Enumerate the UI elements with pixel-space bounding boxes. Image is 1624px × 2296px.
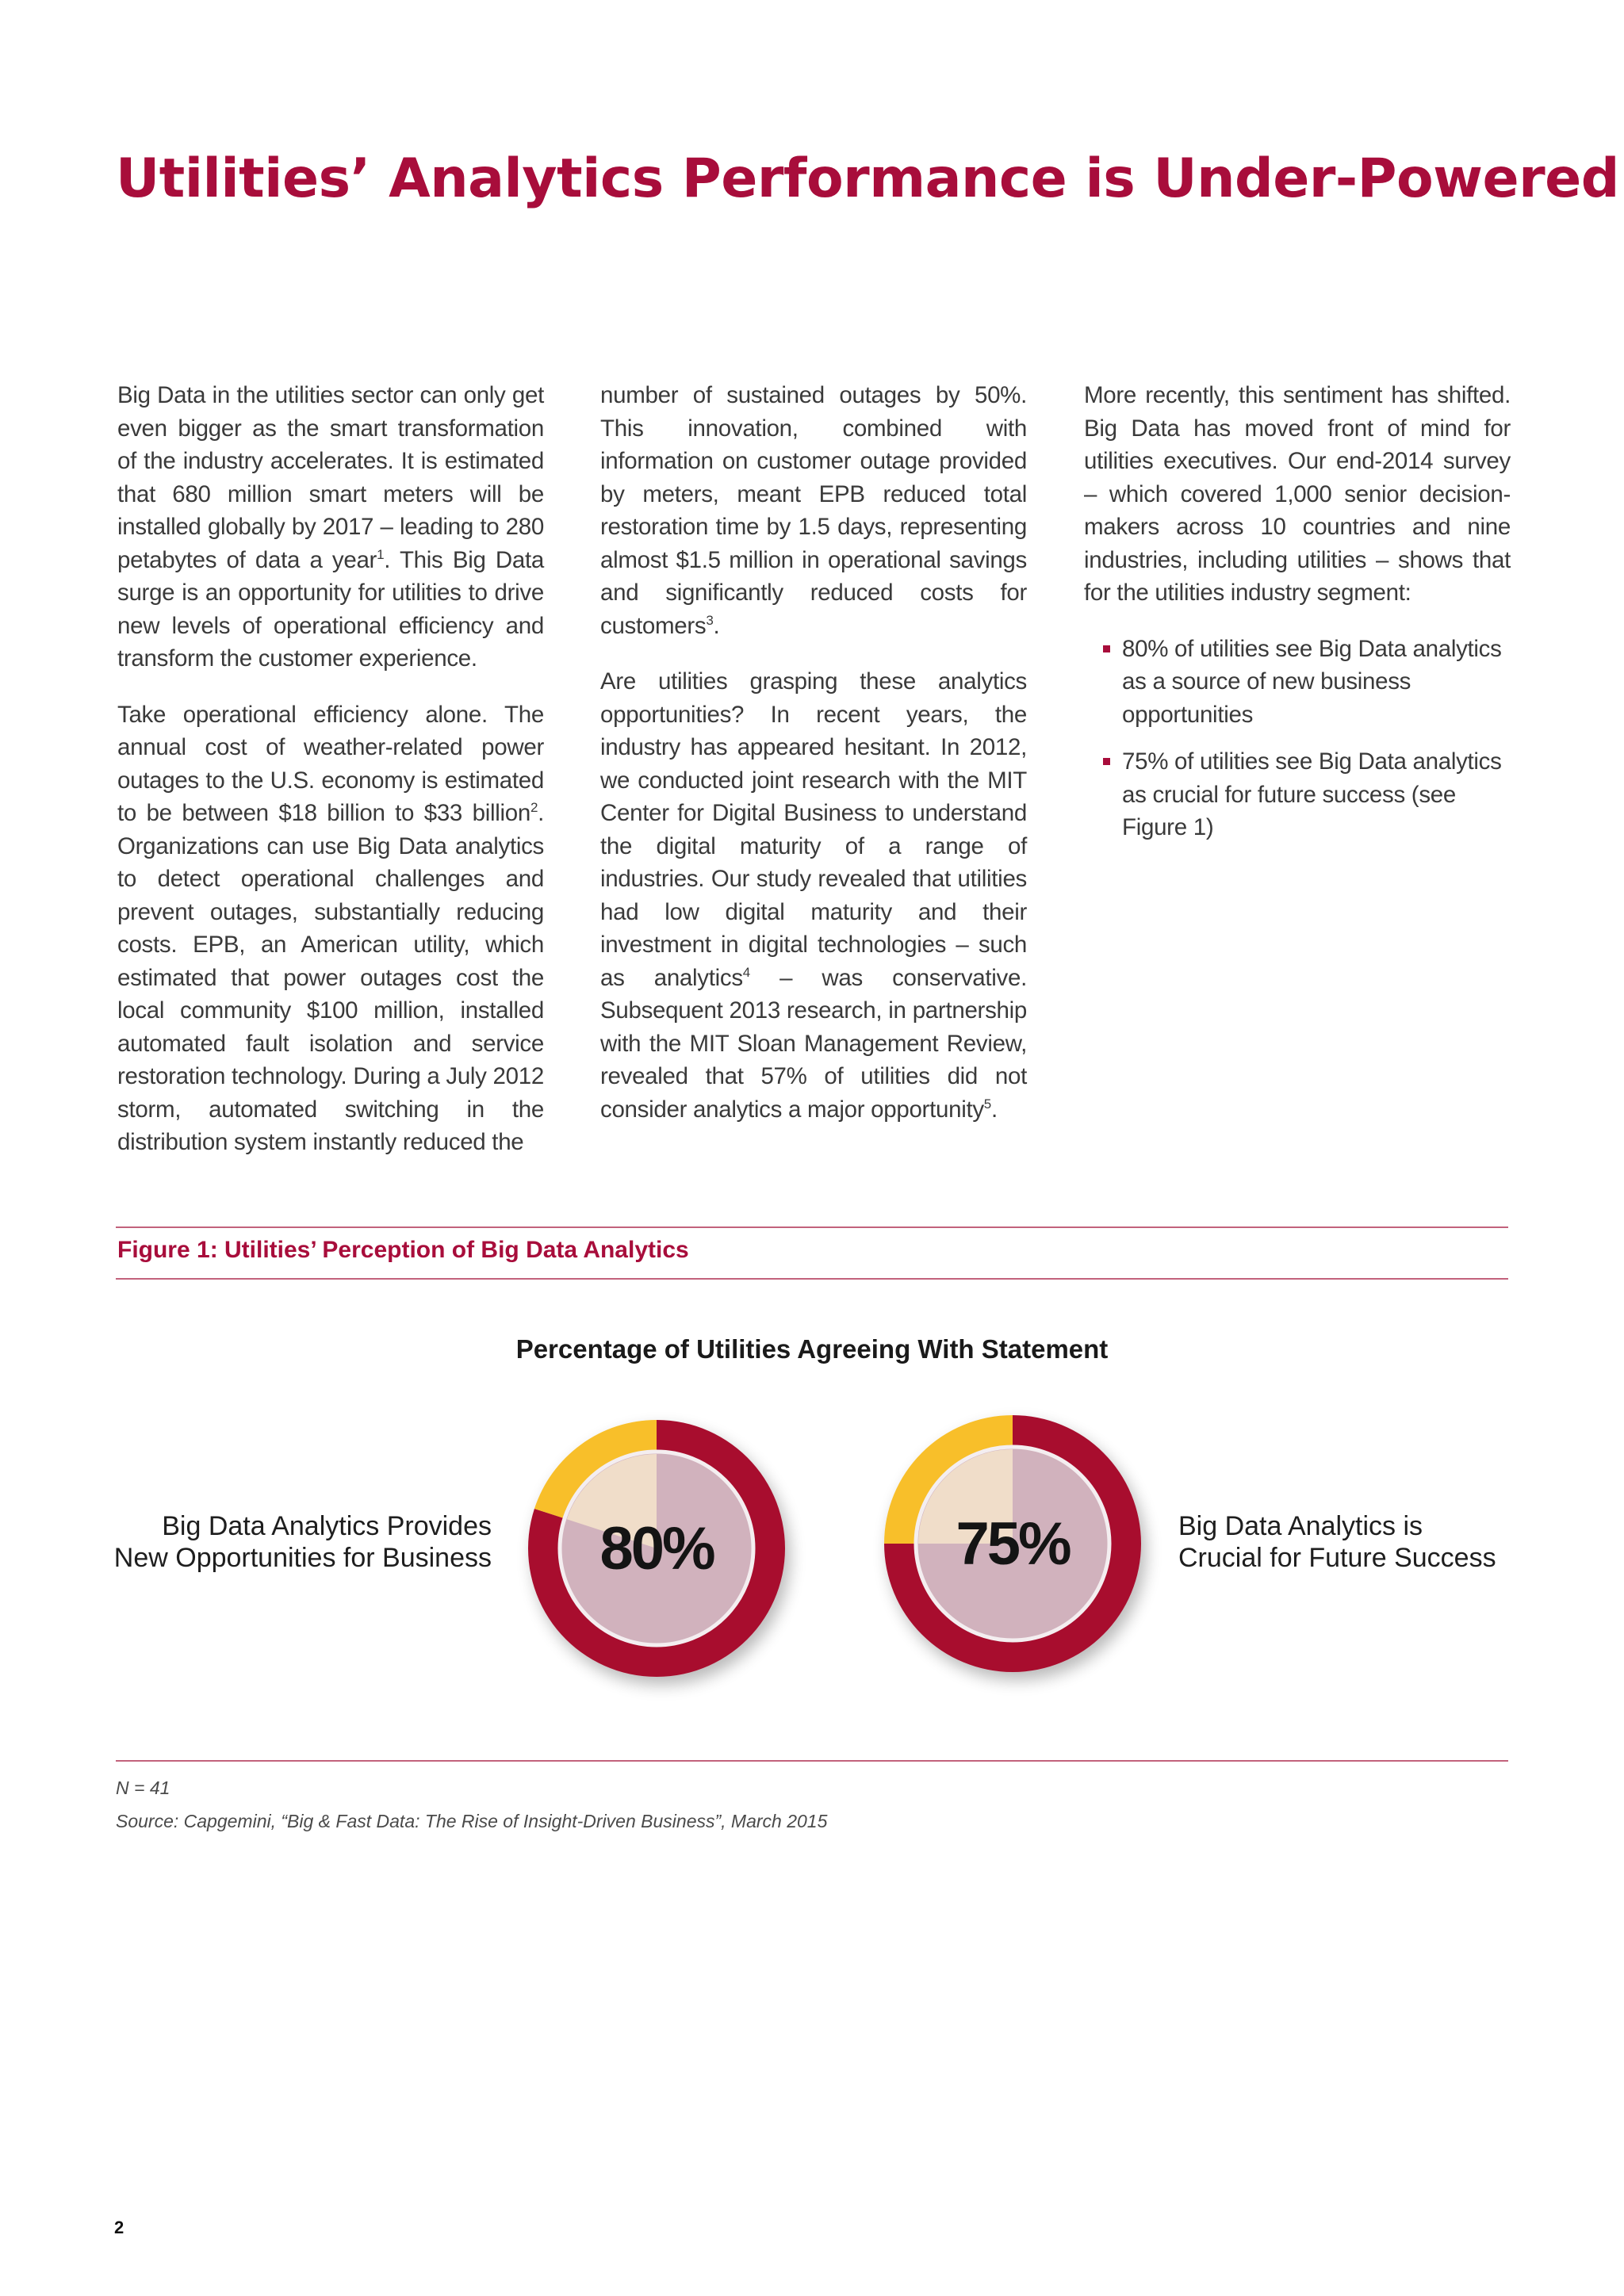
figure-title: Figure 1: Utilities’ Perception of Big Data Analytics xyxy=(117,1237,689,1263)
page-title: Utilities’ Analytics Performance is Under-Powered xyxy=(116,147,1619,210)
paragraph: Big Data in the utilities sector can only get even bigger as the smart transformation of the industry accelerates. It is estimated that 680 million smart meters will be installed globally by 2017 – leading to 280 petabytes of data a year$^1$. This Big Data surge is an opportunity for utilities to drive new levels of operational efficiency and transform the customer experience. xyxy=(117,382,545,672)
page-number: 2 xyxy=(114,2218,124,2237)
footnote-ref: 2 xyxy=(530,800,538,816)
footnote-ref: 4 xyxy=(742,964,750,980)
source-note: Source: Capgemini, “Big & Fast Data: The Rise of Insight-Driven Business”, March 2015 xyxy=(116,1811,828,1831)
paragraph: More recently, this sentiment has shifted. Big Data has moved front of mind for utilities executives. Our end-2014 survey – which covered 1,000 senior decision-makers across 10 countries and nine industries, including utilities – shows that for the utilities industry segment: xyxy=(1084,382,1511,606)
chart-label-opportunities: Big Data Analytics Provides New Opportunities for Business xyxy=(113,1511,492,1573)
paragraph: Take operational efficiency alone. The annual cost of weather-related power outages to the U.S. economy is estimated to be between $18 billion to $33 billion$^2$. Organizations can use Big Data analytics to detect operational challenges and prevent outages, substantially reducing costs. EPB, an American utility, which estimated that power outages cost the local community $100 million, installed automated fault isolation and service restoration technology. During a July 2012 storm, automated switching in the distribution system instantly reduced the xyxy=(117,701,544,1155)
sample-size-note: N = 41 xyxy=(116,1777,170,1798)
footnote-ref: 1 xyxy=(377,546,385,562)
footnote-ref: 5 xyxy=(983,1096,991,1112)
chart-title: Percentage of Utilities Agreeing With Statement xyxy=(515,1334,1109,1364)
paragraph: Are utilities grasping these analytics opportunities? In recent years, the industry has appeared hesitant. In 2012, we conducted joint research with the MIT Center for Digital Business to understand the digital maturity of a range of industries. Our study revealed that utilities had low digital maturity and their investment in digital technologies – such as analytics$^4$ – was conservative. Subsequent 2013 research, in partnership with the MIT Sloan Management Review, revealed that 57% of utilities did not consider analytics a major opportunity$^5$. xyxy=(600,668,1027,1123)
chart-label-future-success: Big Data Analytics is Crucial for Future Success xyxy=(1178,1511,1496,1573)
list-item: 80% of utilities see Big Data analytics as a source of new business opportunities xyxy=(1084,633,1511,732)
list-item: 75% of utilities see Big Data analytics as crucial for future success (see Figure 1) xyxy=(1084,745,1511,844)
paragraph: number of sustained outages by 50%. This innovation, combined with information on customer outage provided by meters, meant EPB reduced total restoration time by 1.5 days, representing almost $1.5 million in operational savings and significantly reduced costs for customers$^3$. xyxy=(600,382,1027,639)
footnote-ref: 3 xyxy=(706,612,714,628)
figure-bottom-rule xyxy=(116,1760,1508,1762)
donut-value-label: 75% xyxy=(956,1510,1070,1578)
donut-value-label: 80% xyxy=(599,1515,714,1582)
